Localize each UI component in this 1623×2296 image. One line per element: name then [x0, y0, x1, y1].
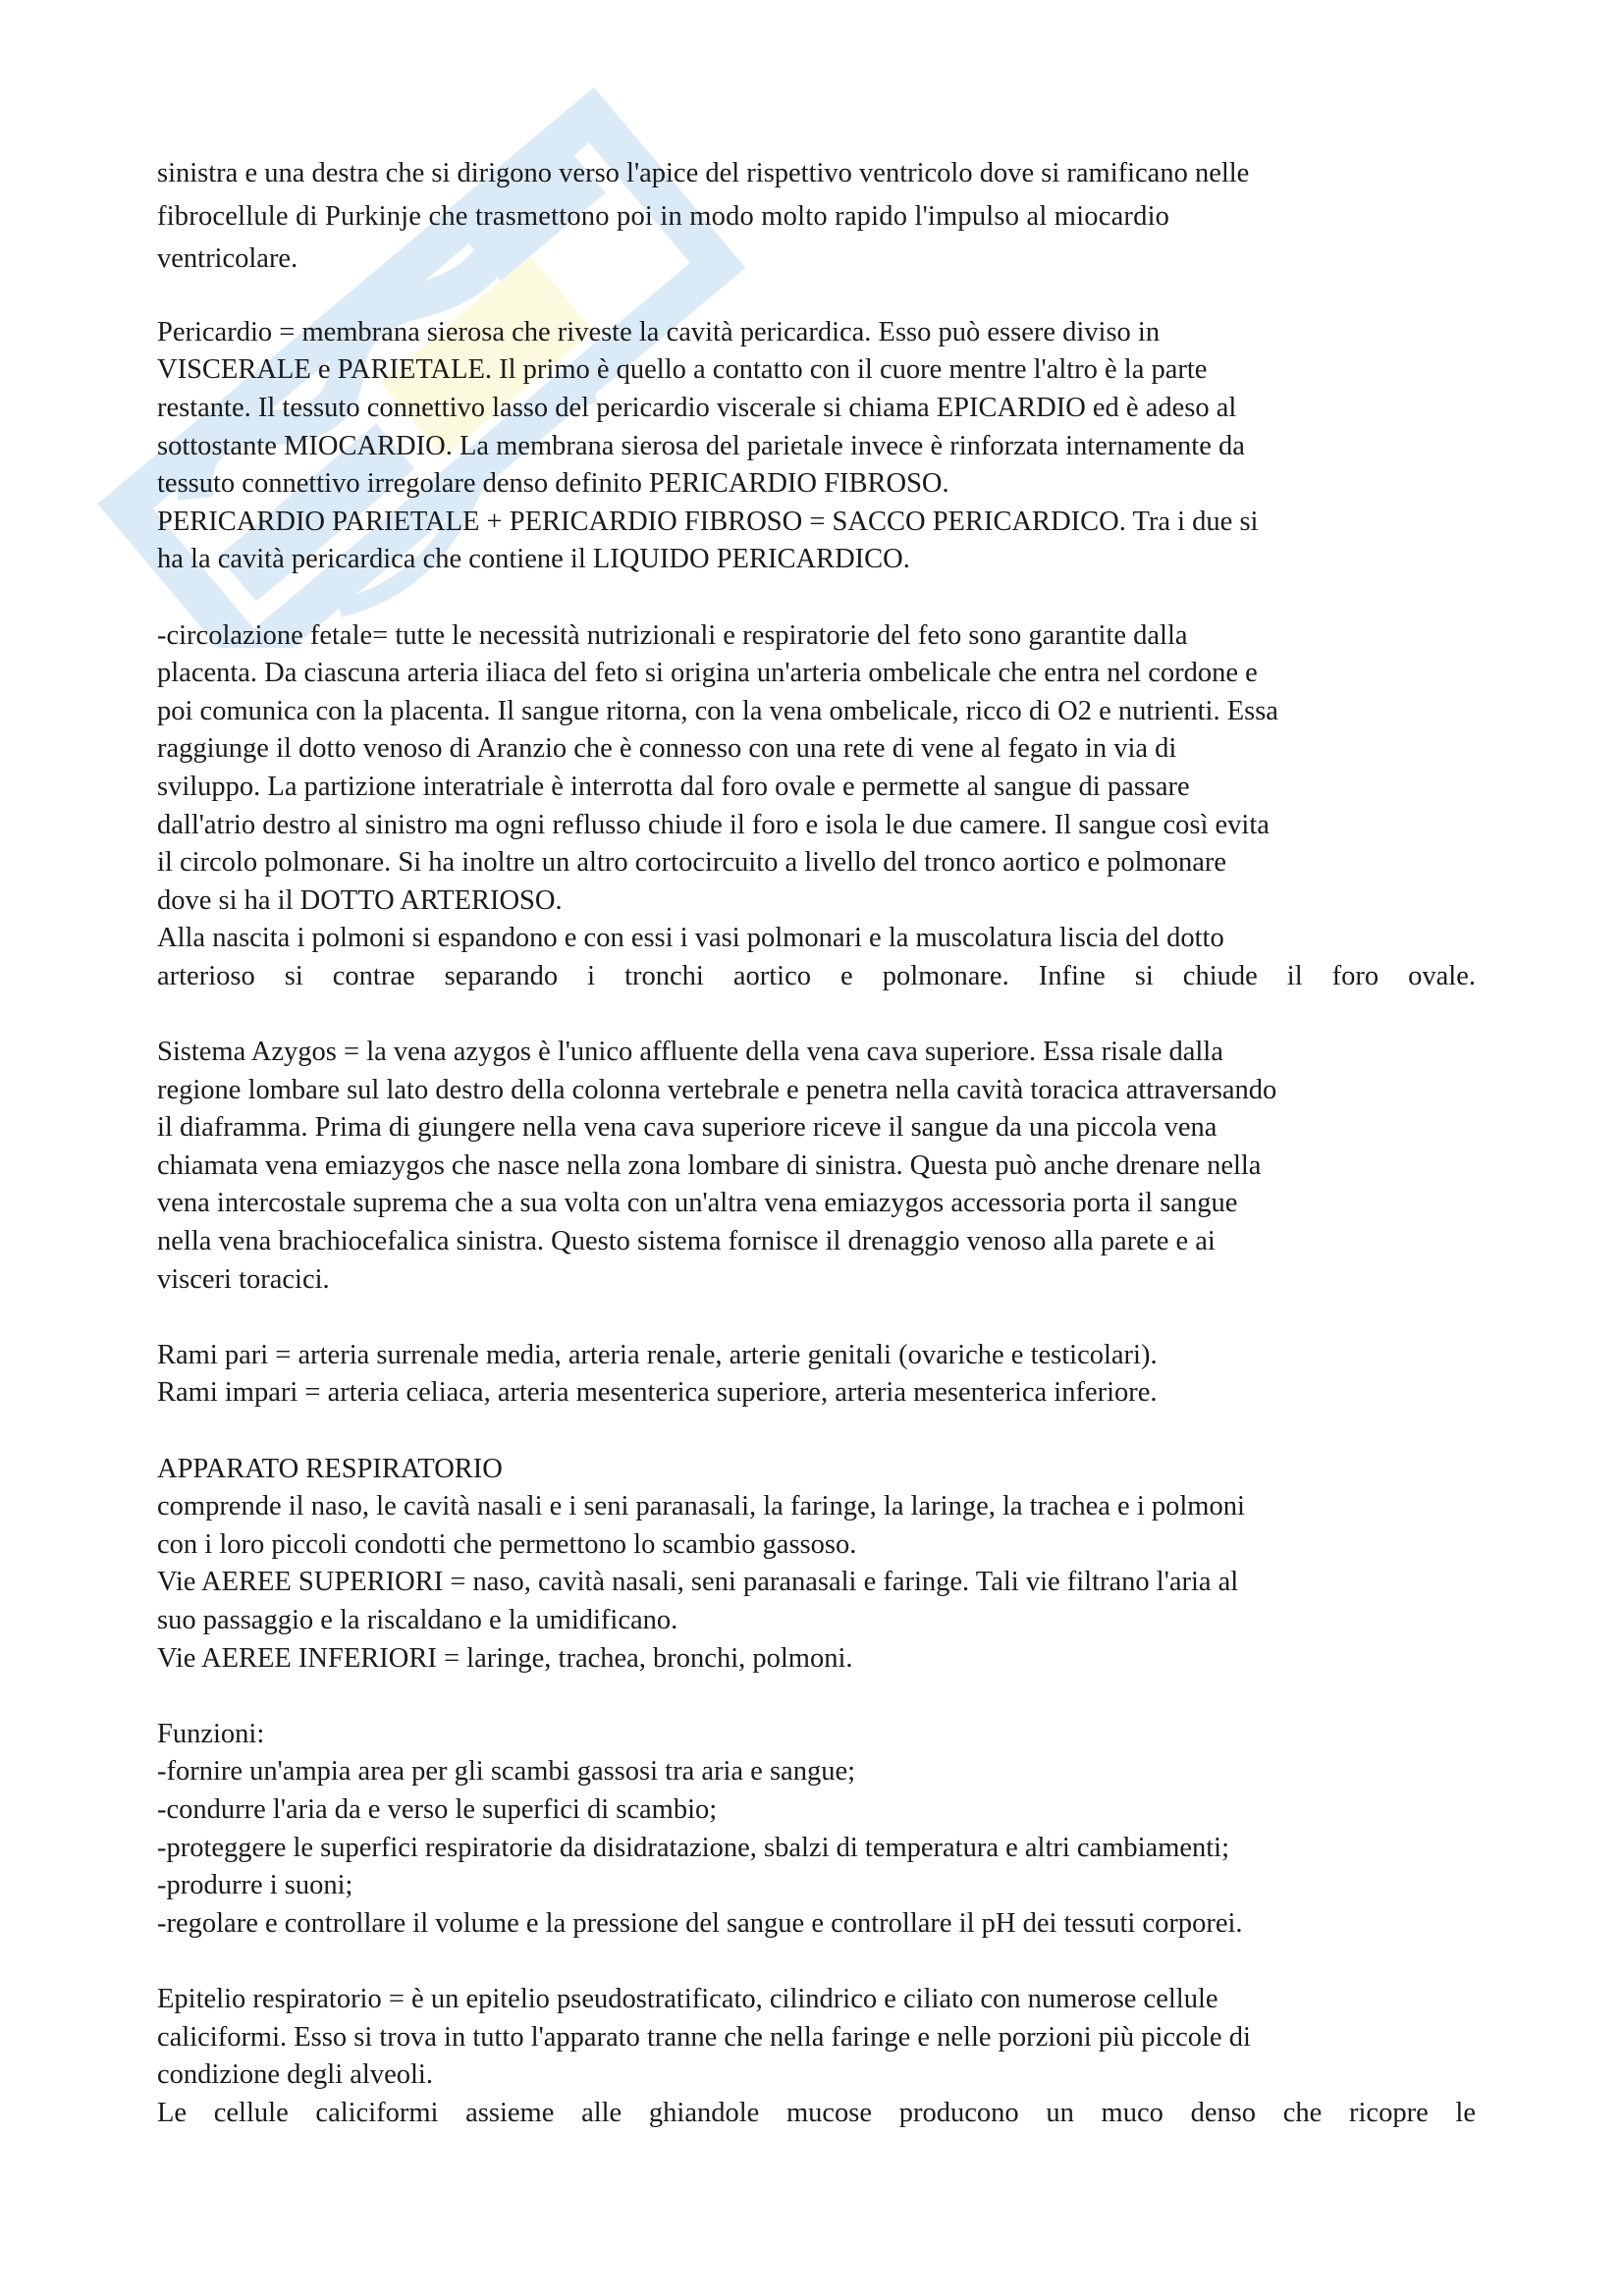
text-line: VISCERALE e PARIETALE. Il primo è quello a contatto con il cuore mentre l'altro è la parte [157, 354, 1208, 386]
text-line: raggiunge il dotto venoso di Aranzio che è connesso con una rete di vene al fegato in via di [157, 733, 1177, 765]
paragraph-sistema-azygos [157, 1034, 1476, 1299]
list-item: -regolare e controllare il volume e la pressione del sangue e controllare il pH dei tessuti corporei. [157, 1907, 1243, 1939]
paragraph-apparato-respiratorio [157, 1451, 1476, 1679]
text-line: PERICARDIO PARIETALE + PERICARDIO FIBROSO = SACCO PERICARDICO. Tra i due si [157, 506, 1259, 537]
list-item: -fornire un'ampia area per gli scambi gassosi tra aria e sangue; [157, 1756, 856, 1788]
text-line: suo passaggio e la riscaldano e la umidificano. [157, 1604, 678, 1635]
text-line: poi comunica con la placenta. Il sangue ritorna, con la vena ombelicale, ricco di O2 e nutrienti. Essa [157, 695, 1278, 726]
paragraph-circolazione-fetale [157, 617, 1476, 996]
text-line: Alla nascita i polmoni si espandono e con essi i vasi polmonari e la muscolatura liscia del dotto [157, 923, 1224, 954]
text-line: tessuto connettivo irregolare denso definito PERICARDIO FIBROSO. [157, 468, 949, 500]
paragraph-pericardio [157, 314, 1476, 579]
text-line: nella vena brachiocefalica sinistra. Questo sistema fornisce il drenaggio venoso alla parete e ai [157, 1226, 1216, 1257]
paragraph-funzioni [157, 1716, 1476, 1944]
text-line: ha la cavità pericardica che contiene il LIQUIDO PERICARDICO. [157, 544, 910, 575]
text-line: con i loro piccoli condotti che permettono lo scambio gassoso. [157, 1528, 857, 1560]
text-line: condizione degli alveoli. [157, 2059, 433, 2091]
text-line: visceri toracici. [157, 1263, 330, 1295]
text-line: placenta. Da ciascuna arteria iliaca del feto si origina un'arteria ombelicale che entra nel cordone e [157, 658, 1258, 689]
text-line: Sistema Azygos = la vena azygos è l'unico affluente della vena cava superiore. Essa risale dalla [157, 1037, 1223, 1068]
text-line: ventricolare. [157, 242, 298, 274]
text-line: dall'atrio destro al sinistro ma ogni reflusso chiude il foro e isola le due camere. Il sangue così evita [157, 809, 1270, 840]
text-line: chiamata vena emiazygos che nasce nella zona lombare di sinistra. Questa può anche drenare nella [157, 1149, 1262, 1181]
text-line: sottostante MIOCARDIO. La membrana sierosa del parietale invece è rinforzata internamente da [157, 430, 1245, 461]
text-line: fibrocellule di Purkinje che trasmettono poi in modo molto rapido l'impulso al miocardio [157, 200, 1170, 232]
text-line: Rami impari = arteria celiaca, arteria mesenterica superiore, arteria mesenterica inferiore. [157, 1377, 1158, 1409]
document-page [157, 155, 1476, 2132]
text-line: caliciformi. Esso si trova in tutto l'apparato tranne che nella faringe e nelle porzioni più piccole di [157, 2021, 1251, 2053]
text-line: Epitelio respiratorio = è un epitelio pseudostratificato, cilindrico e ciliato con numerose cellule [157, 1983, 1218, 2014]
text-line: dove si ha il DOTTO ARTERIOSO. [157, 884, 563, 916]
text-line: vena intercostale suprema che a sua volta con un'altra vena emiazygos accessoria porta il sangue [157, 1188, 1238, 1219]
text-line: Pericardio = membrana sierosa che riveste la cavità pericardica. Esso può essere diviso in [157, 316, 1161, 347]
text-line: Rami pari = arteria surrenale media, arteria renale, arterie genitali (ovariche e testicolari). [157, 1339, 1158, 1370]
text-line: sinistra e una destra che si dirigono verso l'apice del rispettivo ventricolo dove si ramificano nelle [157, 158, 1250, 188]
section-heading: APPARATO RESPIRATORIO [157, 1453, 503, 1484]
text-line: Vie AEREE SUPERIORI = naso, cavità nasali, seni paranasali e faringe. Tali vie filtrano l'aria al [157, 1567, 1239, 1598]
paragraph-rami [157, 1337, 1476, 1413]
text-line: il diaframma. Prima di giungere nella vena cava superiore riceve il sangue da una piccola vena [157, 1112, 1217, 1144]
text-line: sviluppo. La partizione interatriale è interrotta dal foro ovale e permette al sangue di passare [157, 771, 1190, 802]
list-item: -proteggere le superfici respiratorie da disidratazione, sbalzi di temperatura e altri cambiamenti; [157, 1832, 1230, 1863]
list-item: -produrre i suoni; [157, 1870, 353, 1901]
text-line: Le cellule caliciformi assieme alle ghiandole mucose producono un muco denso che ricopre le [157, 2097, 1476, 2128]
list-item: -condurre l'aria da e verso le superfici di scambio; [157, 1793, 718, 1825]
text-line: il circolo polmonare. Si ha inoltre un altro cortocircuito a livello del tronco aortico e polmonare [157, 847, 1226, 879]
text-line: Vie AEREE INFERIORI = laringe, trachea, bronchi, polmoni. [157, 1642, 853, 1674]
text-line: comprende il naso, le cavità nasali e i seni paranasali, la faringe, la laringe, la trachea e i polmoni [157, 1491, 1245, 1522]
text-line: regione lombare sul lato destro della colonna vertebrale e penetra nella cavità toracica attraversando [157, 1074, 1277, 1105]
paragraph-epitelio-respiratorio [157, 1981, 1476, 2132]
list-heading: Funzioni: [157, 1718, 265, 1749]
text-line: restante. Il tessuto connettivo lasso del pericardio viscerale si chiama EPICARDIO ed è adeso al [157, 392, 1237, 423]
paragraph-purkinje [157, 155, 1476, 278]
text-line: arterioso si contrae separando i tronchi aortico e polmonare. Infine si chiude il foro ovale. [157, 960, 1476, 991]
text-line: -circolazione fetale= tutte le necessità nutrizionali e respiratorie del feto sono garantite dalla [157, 619, 1188, 651]
